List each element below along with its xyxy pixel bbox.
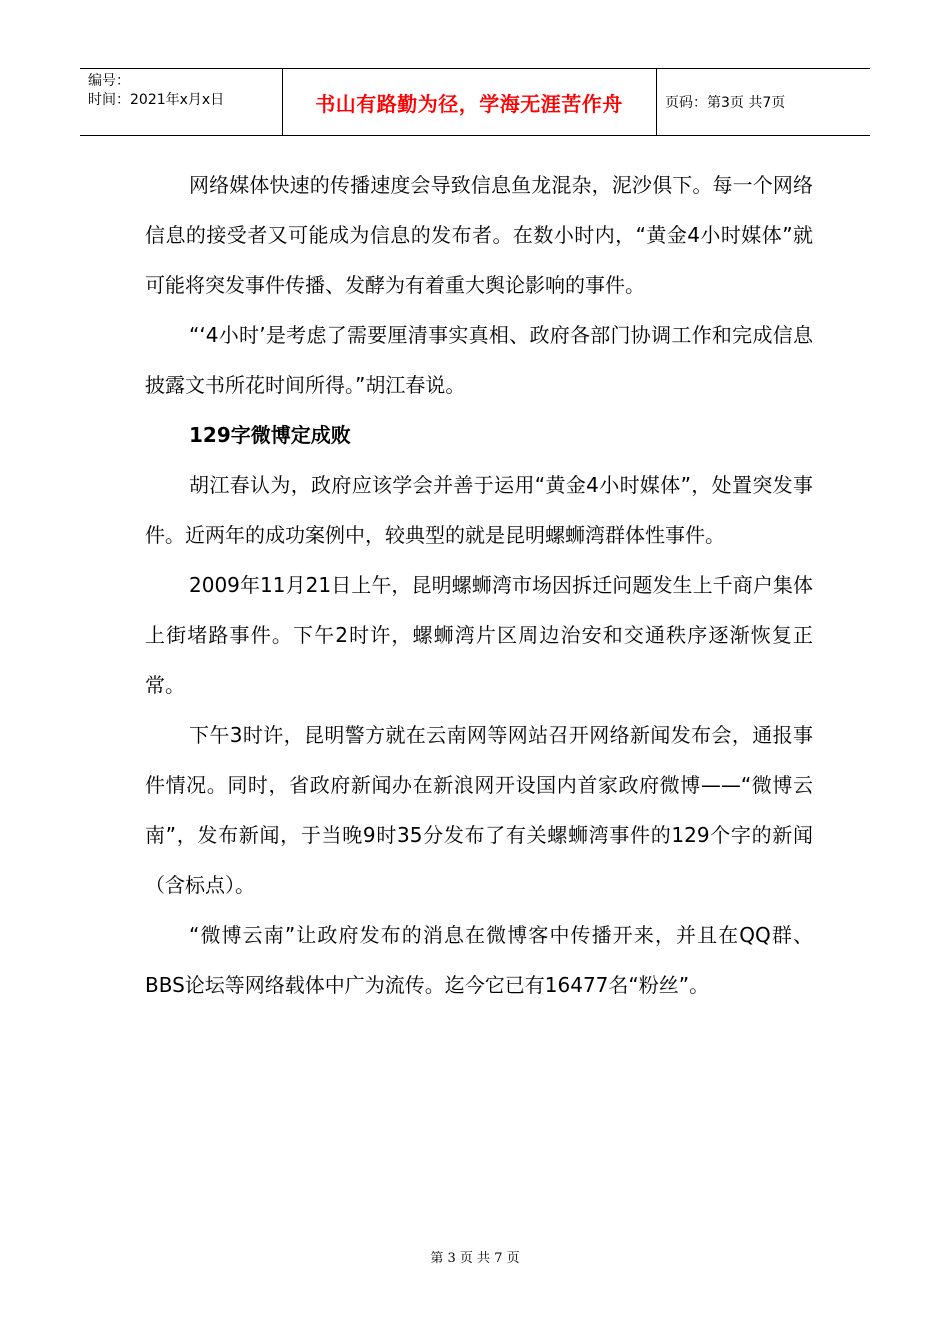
document-body (145, 160, 813, 1010)
paragraph: “微博云南”让政府发布的消息在微博客中传播开来，并且在QQ群、BBS论坛等网络载体中广为流传。迄今它已有16477名“粉丝”。 (145, 923, 813, 997)
paragraph: “‘4小时’是考虑了需要厘清事实真相、政府各部门协调工作和完成信息披露文书所花时间所得。”胡江春说。 (145, 323, 813, 397)
doc-number-label: 编号： (88, 73, 130, 89)
time-label: 时间：2021年x月x日 (88, 92, 225, 108)
paragraph: 下午3时许，昆明警方就在云南网等网站召开网络新闻发布会，通报事件情况。同时，省政府新闻办在新浪网开设国内首家政府微博——“微博云南”，发布新闻，于当晚9时35分发布了有关螺蛳湾事件的129个字的新闻（含标点）。 (145, 723, 813, 897)
header-meta (88, 72, 224, 110)
page-footer: 第 3 页 共 7 页 (430, 1251, 520, 1266)
paragraph: 网络媒体快速的传播速度会导致信息鱼龙混杂，泥沙俱下。每一个网络信息的接受者又可能成为信息的发布者。在数小时内，“黄金4小时媒体”就可能将突发事件传播、发酵为有着重大舆论影响的事件。 (145, 173, 813, 297)
header-motto: 书山有路勤为径，学海无涯苦作舟 (315, 91, 623, 116)
paragraph: 2009年11月21日上午，昆明螺蛳湾市场因拆迁问题发生上千商户集体上街堵路事件。下午2时许，螺蛳湾片区周边治安和交通秩序逐渐恢复正常。 (145, 573, 813, 697)
document-header (80, 68, 870, 136)
header-page-info: 页码：第3页 共7页 (665, 95, 786, 111)
paragraph: 胡江春认为，政府应该学会并善于运用“黄金4小时媒体”，处置突发事件。近两年的成功案例中，较典型的就是昆明螺蛳湾群体性事件。 (145, 473, 813, 547)
header-divider-right (656, 69, 657, 135)
section-heading: 129字微博定成败 (189, 423, 351, 447)
